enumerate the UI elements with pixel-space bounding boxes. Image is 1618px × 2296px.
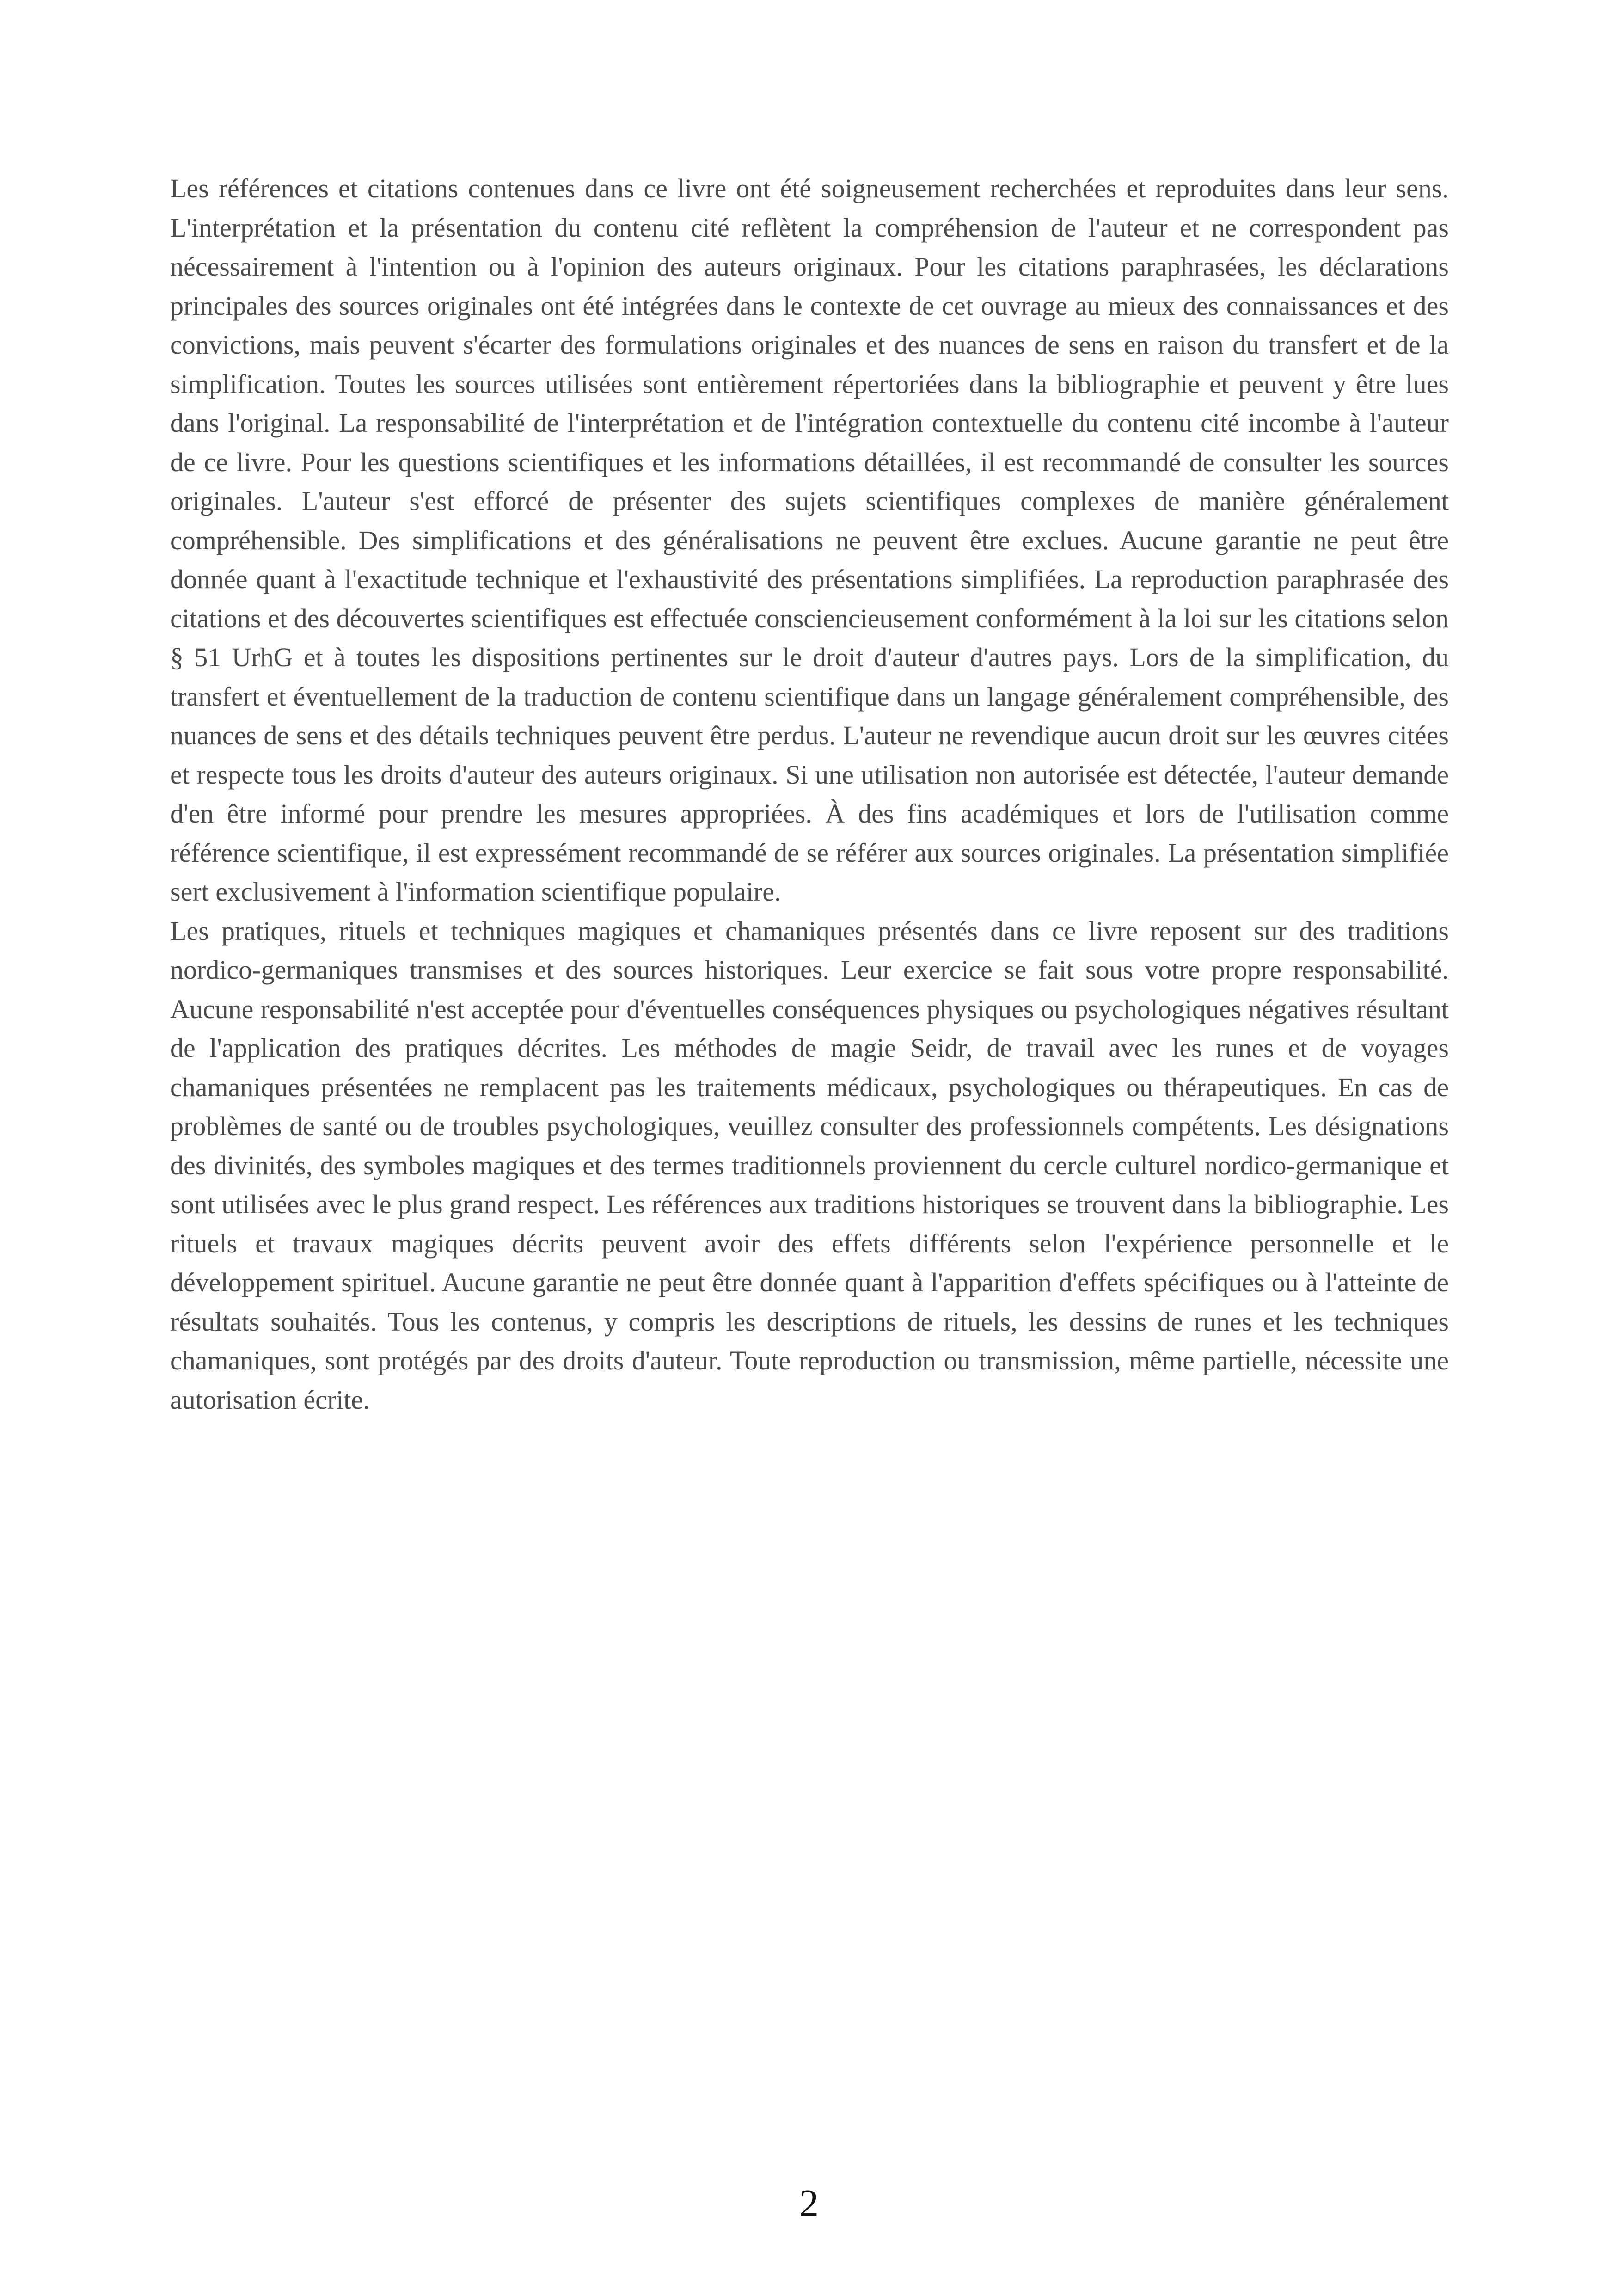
- disclaimer-text-block: [170, 169, 1449, 1419]
- paragraph-citations-disclaimer: Les références et citations contenues dans ce livre ont été soigneusement recherchées et reproduites dans leur sens. L'interprétation et la présentation du contenu cité reflètent la compréhension de l'auteur et ne correspondent pas nécessairement à l'intention ou à l'opinion des auteurs originaux. Pour les citations paraphrasées, les déclarations principales des sources originales ont été intégrées dans le contexte de cet ouvrage au mieux des connaissances et des convictions, mais peuvent s'écarter des formulations originales et des nuances de sens en raison du transfert et de la simplification. Toutes les sources utilisées sont entièrement répertoriées dans la bibliographie et peuvent y être lues dans l'original. La responsabilité de l'interprétation et de l'intégration contextuelle du contenu cité incombe à l'auteur de ce livre. Pour les questions scientifiques et les informations détaillées, il est recommandé de consulter les sources originales. L'auteur s'est efforcé de présenter des sujets scientifiques complexes de manière généralement compréhensible. Des simplifications et des généralisations ne peuvent être exclues. Aucune garantie ne peut être donnée quant à l'exactitude technique et l'exhaustivité des présentations simplifiées. La reproduction paraphrasée des citations et des découvertes scientifiques est effectuée consciencieusement conformément à la loi sur les citations selon § 51 UrhG et à toutes les dispositions pertinentes sur le droit d'auteur d'autres pays. Lors de la simplification, du transfert et éventuellement de la traduction de contenu scientifique dans un langage généralement compréhensible, des nuances de sens et des détails techniques peuvent être perdus. L'auteur ne revendique aucun droit sur les œuvres citées et respecte tous les droits d'auteur des auteurs originaux. Si une utilisation non autorisée est détectée, l'auteur demande d'en être informé pour prendre les mesures appropriées. À des fins académiques et lors de l'utilisation comme référence scientifique, il est expressément recommandé de se référer aux sources originales. La présentation simplifiée sert exclusivement à l'information scientifique populaire.: [170, 173, 1449, 907]
- page-number: 2: [799, 2182, 819, 2225]
- paragraph-practices-disclaimer: Les pratiques, rituels et techniques magiques et chamaniques présentés dans ce livre reposent sur des traditions nordico-germaniques transmises et des sources historiques. Leur exercice se fait sous votre propre responsabilité. Aucune responsabilité n'est acceptée pour d'éventuelles conséquences physiques ou psychologiques négatives résultant de l'application des pratiques décrites. Les méthodes de magie Seidr, de travail avec les runes et de voyages chamaniques présentées ne remplacent pas les traitements médicaux, psychologiques ou thérapeutiques. En cas de problèmes de santé ou de troubles psychologiques, veuillez consulter des professionnels compétents. Les désignations des divinités, des symboles magiques et des termes traditionnels proviennent du cercle culturel nordico-germanique et sont utilisées avec le plus grand respect. Les références aux traditions historiques se trouvent dans la bibliographie. Les rituels et travaux magiques décrits peuvent avoir des effets différents selon l'expérience personnelle et le développement spirituel. Aucune garantie ne peut être donnée quant à l'apparition d'effets spécifiques ou à l'atteinte de résultats souhaités. Tous les contenus, y compris les descriptions de rituels, les dessins de runes et les techniques chamaniques, sont protégés par des droits d'auteur. Toute reproduction ou transmission, même partielle, nécessite une autorisation écrite.: [170, 915, 1449, 1415]
